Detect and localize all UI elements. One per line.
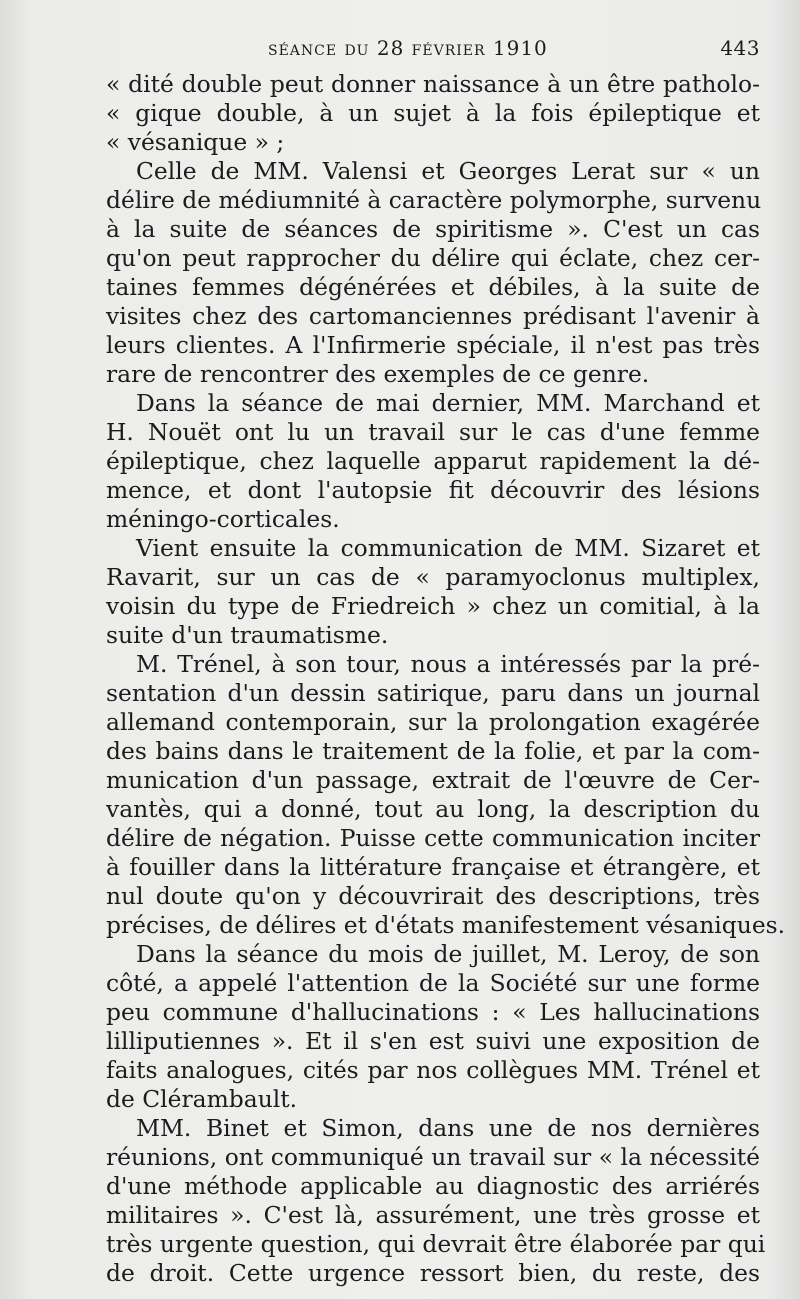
text-line: militaires ». C'est là, assurément, une très grosse et [106, 1201, 760, 1229]
text-line: de droit. Cette urgence ressort bien, du reste, des [106, 1259, 760, 1287]
text-line: d'une méthode applicable au diagnostic des arriérés [106, 1172, 760, 1200]
text-line: lilliputiennes ». Et il s'en est suivi une exposition de [106, 1027, 760, 1055]
text-line: M. Trénel, à son tour, nous a intéressés par la pré- [136, 650, 760, 678]
text-line: à la suite de séances de spiritisme ». C'est un cas [106, 215, 760, 243]
text-line: épileptique, chez laquelle apparut rapidement la dé- [106, 447, 760, 475]
text-line: qu'on peut rapprocher du délire qui éclate, chez cer- [106, 244, 760, 272]
text-line: « gique double, à un sujet à la fois épileptique et [106, 99, 760, 127]
text-line: suite d'un traumatisme. [106, 621, 389, 649]
text-line: de Clérambault. [106, 1085, 298, 1113]
page-number: 443 [720, 36, 760, 60]
text-line: peu commune d'hallucinations : « Les hallucinations [106, 998, 760, 1026]
text-line: délire de négation. Puisse cette communication inciter [106, 824, 760, 852]
text-line: mence, et dont l'autopsie fit découvrir des lésions [106, 476, 760, 504]
text-line: Ravarit, sur un cas de « paramyoclonus multiplex, [106, 563, 760, 591]
text-line: délire de médiumnité à caractère polymorphe, survenu [106, 186, 762, 214]
text-line: précises, de délires et d'états manifestement vésaniques. [106, 911, 786, 939]
text-line: faits analogues, cités par nos collègues MM. Trénel et [106, 1056, 760, 1084]
text-line: taines femmes dégénérées et débiles, à la suite de [106, 273, 760, 301]
text-line: rare de rencontrer des exemples de ce genre. [106, 360, 650, 388]
text-line: « dité double peut donner naissance à un être patholo- [106, 70, 760, 98]
text-line: nul doute qu'on y découvrirait des descriptions, très [106, 882, 760, 910]
text-line: voisin du type de Friedreich » chez un comitial, à la [106, 592, 760, 620]
text-line: réunions, ont communiqué un travail sur « la nécessité [106, 1143, 760, 1171]
text-line: méningo-corticales. [106, 505, 340, 533]
text-line: sentation d'un dessin satirique, paru dans un journal [106, 679, 760, 707]
text-line: côté, a appelé l'attention de la Société sur une forme [106, 969, 760, 997]
text-line: Dans la séance de mai dernier, MM. Marchand et [136, 389, 760, 417]
text-line: Dans la séance du mois de juillet, M. Leroy, de son [136, 940, 760, 968]
body-text [106, 70, 786, 1288]
text-line: à fouiller dans la littérature française et étrangère, et [106, 853, 760, 881]
text-line: Celle de MM. Valensi et Georges Lerat sur « un [136, 157, 760, 185]
text-line: MM. Binet et Simon, dans une de nos dernières [136, 1114, 760, 1142]
text-line: munication d'un passage, extrait de l'œuvre de Cer- [106, 766, 760, 794]
text-line: visites chez des cartomanciennes prédisant l'avenir à [106, 302, 760, 330]
text-line: Vient ensuite la communication de MM. Sizaret et [136, 534, 760, 562]
running-head: séance du 28 février 1910 [268, 36, 548, 60]
text-line: leurs clientes. A l'Infirmerie spéciale, il n'est pas très [106, 331, 760, 359]
text-line: des bains dans le traitement de la folie, et par la com- [106, 737, 760, 765]
text-line: H. Nouët ont lu un travail sur le cas d'une femme [106, 418, 760, 446]
text-line: très urgente question, qui devrait être élaborée par qui [106, 1230, 766, 1258]
text-line: « vésanique » ; [106, 128, 285, 156]
text-line: allemand contemporain, sur la prolongation exagérée [106, 708, 760, 736]
page-header [268, 36, 760, 58]
text-line: vantès, qui a donné, tout au long, la description du [106, 795, 760, 823]
